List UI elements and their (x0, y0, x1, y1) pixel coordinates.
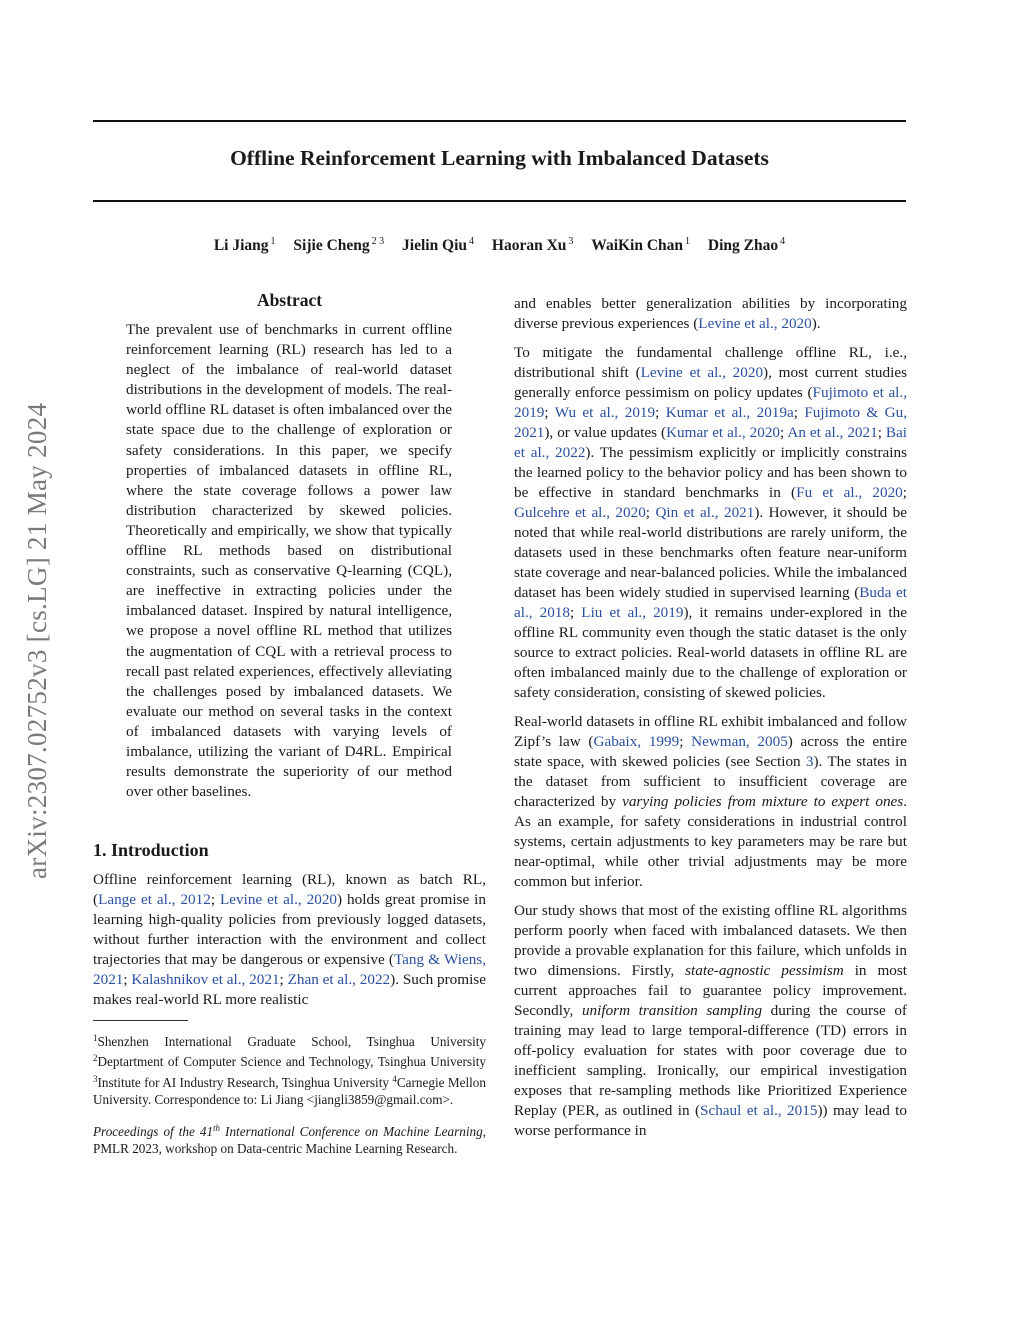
citation-link[interactable]: Qin et al., 2021 (655, 504, 755, 521)
citation-link[interactable]: Gabaix, 1999 (593, 733, 680, 750)
author-name: Ding Zhao (707, 237, 779, 254)
author (214, 237, 276, 254)
citation-link[interactable]: Kumar et al., 2020 (666, 424, 781, 441)
intro-paragraph-1: Offline reinforcement learning (RL), known as batch RL, (Lange et al., 2012; Levine et al., 2020) holds great promise in learning high-quality policies from previously logged datasets, without further interaction with the environment and collect trajectories that may be dangerous or expensive (Tang & Wiens, 2021; Kalashnikov et al., 2021; Zhan et al., 2022). Such promise makes real-world RL more realistic (93, 871, 486, 1009)
citation-link[interactable]: Newman, 2005 (691, 733, 788, 750)
author-affiliation: 1 (270, 236, 276, 247)
citation-link[interactable]: Fujimoto et al., 2019 (514, 384, 907, 421)
citation-link[interactable]: Liu et al., 2019 (581, 604, 684, 621)
citation-link[interactable]: Levine et al., 2020 (640, 364, 764, 381)
citation-link[interactable]: Fu et al., 2020 (796, 484, 903, 501)
intro-paragraph-1-continued: and enables better generalization abilities by incorporating diverse previous experiences (Levine et al., 2020). (514, 295, 907, 332)
right-column (514, 294, 907, 1141)
citation-link[interactable]: Kumar et al., 2019a (665, 404, 794, 421)
left-column (93, 290, 486, 1157)
author-affiliation: 4 (469, 236, 475, 247)
section-reference-link[interactable]: 3 (805, 753, 814, 770)
citation-link[interactable]: Fujimoto & Gu, 2021 (514, 404, 907, 441)
title-rule-top (93, 120, 906, 122)
section-heading-introduction: 1. Introduction (93, 840, 209, 861)
citation-link[interactable]: Buda et al., 2018 (514, 584, 907, 621)
citation-link[interactable]: Lange et al., 2012 (98, 891, 211, 909)
citation-link[interactable]: Gulcehre et al., 2020 (514, 504, 646, 521)
author-list (93, 236, 906, 255)
author (708, 237, 785, 254)
citation-link[interactable]: An et al., 2021 (787, 424, 878, 441)
author-affiliation: 2 3 (371, 236, 385, 247)
author-name: Sijie Cheng (293, 237, 370, 254)
citation-link[interactable]: Tang & Wiens, 2021 (93, 951, 486, 989)
paper-title: Offline Reinforcement Learning with Imbalanced Datasets (230, 146, 769, 170)
arxiv-identifier-text: arXiv:2307.02752v3 [cs.LG] 21 May 2024 (22, 402, 52, 880)
citation-link[interactable]: Kalashnikov et al., 2021 (131, 971, 280, 989)
author-name: WaiKin Chan (591, 237, 684, 254)
author-affiliation: 4 (780, 236, 786, 247)
author-affiliation: 1 (685, 236, 691, 247)
citation-link[interactable]: Zhan et al., 2022 (287, 971, 391, 989)
title-rule-bottom (93, 200, 906, 202)
intro-paragraph-2: To mitigate the fundamental challenge offline RL, i.e., distributional shift (Levine et al., 2020), most current studies generally enforce pessimism on policy updates (Fujimoto et al., 2019; Wu et al., 2019; Kumar et al., 2019a; Fujimoto & Gu, 2021), or value updates (Kumar et al., 2020; An et al., 2021; Bai et al., 2022). The pessimism explicitly or implicitly constrains the learned policy to the behavior policy and has been shown to be effective in standard benchmarks in (Fu et al., 2020; Gulcehre et al., 2020; Qin et al., 2021). However, it should be noted that while real-world distributions are rarely uniform, the datasets used in these benchmarks often feature near-uniform state coverage and near-balanced policies. While the imbalanced dataset has been widely studied in supervised learning (Buda et al., 2018; Liu et al., 2019), it remains under-explored in the offline RL community even though the static dataset is the only source to extract policies. Real-world datasets in offline RL are often imbalanced mainly due to the challenge of exploration or safety consideration, consisting of skewed policies. (514, 344, 908, 701)
author (591, 237, 690, 254)
intro-paragraph-3: Real-world datasets in offline RL exhibit imbalanced and follow Zipf’s law (Gabaix, 1999; Newman, 2005) across the entire state space, with skewed policies (see Section 3). The states in the dataset from sufficient to insufficient coverage are characterized by varying policies from mixture to expert ones. As an example, for safety considerations in industrial control systems, certain adjustments to key parameters may be rare but near-optimal, while other trivial adjustments may be more common but inferior. (514, 713, 907, 890)
author-name: Haoran Xu (491, 237, 567, 254)
citation-link[interactable]: Schaul et al., 2015 (700, 1102, 818, 1119)
author (492, 237, 574, 254)
citation-link[interactable]: Levine et al., 2020 (220, 891, 338, 909)
proceedings-footnote: Proceedings of the 41th International Conference on Machine Learning, PMLR 2023, workshop on Data-centric Machine Learning Research. (93, 1123, 486, 1157)
citation-link[interactable]: Bai et al., 2022 (514, 424, 907, 461)
abstract-heading: Abstract (256, 290, 323, 310)
author-name: Jielin Qiu (402, 237, 468, 254)
intro-paragraph-4: Our study shows that most of the existing offline RL algorithms perform poorly when faced with imbalanced datasets. We then provide a provable explanation for this failure, which unfolds in two dimensions. Firstly, state-agnostic pessimism in most current approaches fail to guarantee policy improvement. Secondly, uniform transition sampling during the course of training may lead to large temporal-difference (TD) errors in off-policy evaluation for states with poor coverage due to inefficient sampling. Ironically, our empirical investigation exposes that re-sampling methods like Prioritized Experience Replay (PER, as outlined in (Schaul et al., 2015)) may lead to worse performance in (514, 902, 907, 1139)
abstract-text: The prevalent use of benchmarks in current offline reinforcement learning (RL) research has led to a neglect of the imbalance of real-world dataset distributions in the development of models. The real-world offline RL dataset is often imbalanced over the state space due to the challenge of exploration or safety considerations. In this paper, we specify properties of imbalanced datasets in offline RL, where the state coverage follows a power law distribution characterized by skewed policies. Theoretically and empirically, we show that typically offline RL methods based on distributional constraints, such as conservative Q-learning (CQL), are ineffective in extracting policies under the imbalanced dataset. Inspired by natural intelligence, we propose a novel offline RL method that utilizes the augmentation of CQL with a retrieval process to recall past related experiences, effectively alleviating the challenges posed by imbalanced datasets. We evaluate our method on several tasks in the context of imbalanced datasets with varying levels of imbalance, utilizing the variant of D4RL. Empirical results demonstrate the superiority of our method over other baselines. (126, 321, 452, 801)
citation-link[interactable]: Levine et al., 2020 (698, 315, 812, 332)
affiliations-footnote: $^1$Shenzhen International Graduate School, Tsinghua University $^2$Deptartment of Computer Science and Technology, Tsinghua University $^3$Institute for AI Industry Research, Tsinghua University $^4$Carnegie Mellon University. Correspondence to: Li Jiang <jiangli3859@gmail.com>. (93, 1033, 486, 1107)
citation-link[interactable]: Wu et al., 2019 (554, 404, 656, 421)
author (402, 237, 474, 254)
author (293, 237, 384, 254)
arxiv-identifier-stamp (22, 346, 58, 936)
author-affiliation: 3 (568, 236, 574, 247)
footnote-divider (93, 1020, 188, 1021)
author-name: Li Jiang (213, 237, 269, 254)
